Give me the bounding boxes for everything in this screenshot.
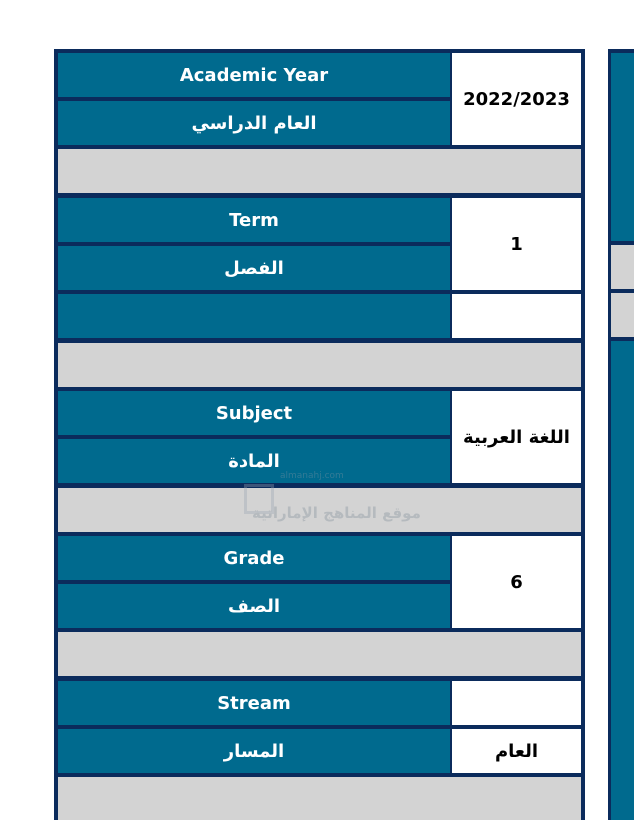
separator-row [58, 632, 581, 676]
adjacent-table-edge [608, 49, 634, 820]
stream-label-ar: المسار [58, 729, 450, 773]
edge-label-block [611, 53, 634, 241]
grade-value: 6 [452, 536, 581, 628]
term-label-en: Term [58, 198, 450, 242]
stream-label-en: Stream [58, 681, 450, 725]
subject-label-ar: المادة [58, 439, 450, 483]
stream-value: العام [452, 729, 581, 773]
edge-gap-block [611, 245, 634, 289]
info-table [54, 49, 585, 820]
grade-label-en: Grade [58, 536, 450, 580]
edge-label-block [611, 341, 634, 820]
academic-year-label-ar: العام الدراسي [58, 101, 450, 145]
stream-empty-value [452, 681, 581, 725]
edge-gap-block [611, 293, 634, 337]
term-value: 1 [452, 198, 581, 290]
empty-value-cell [452, 294, 581, 338]
empty-label-row [58, 294, 450, 338]
term-label-ar: الفصل [58, 246, 450, 290]
subject-value: اللغة العربية [452, 391, 581, 483]
grade-label-ar: الصف [58, 584, 450, 628]
separator-row [58, 488, 581, 532]
academic-year-label-en: Academic Year [58, 53, 450, 97]
separator-row [58, 149, 581, 193]
separator-row [58, 343, 581, 387]
academic-year-value: 2022/2023 [452, 53, 581, 145]
watermark-url: almanahj.com [280, 471, 344, 481]
separator-row [58, 777, 581, 820]
watermark-text: موقع المناهج الإماراتية [252, 504, 421, 522]
subject-label-en: Subject [58, 391, 450, 435]
